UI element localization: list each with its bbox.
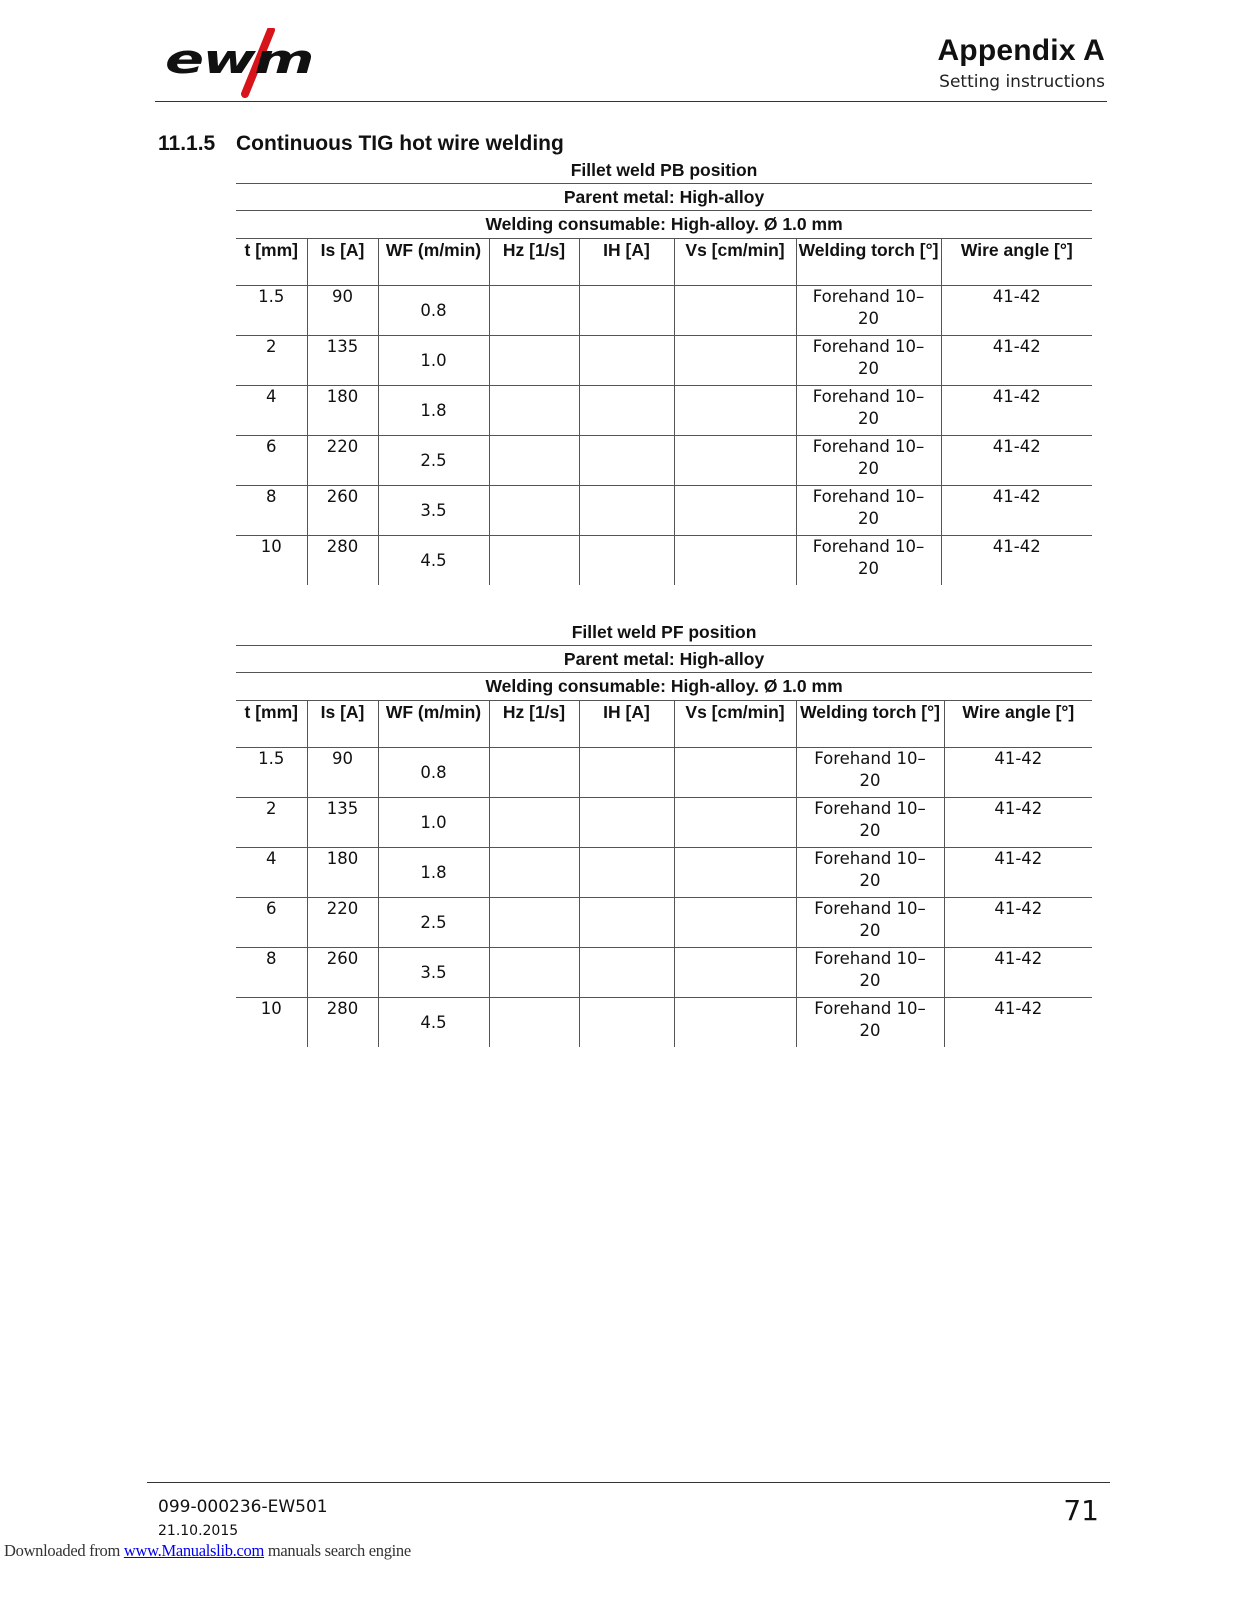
cell-hotwire-current [579, 848, 674, 898]
document-date: 21.10.2015 [158, 1523, 239, 1539]
cell-hotwire-current [579, 748, 674, 798]
cell-wire-feed: 1.0 [378, 336, 489, 386]
cell-hotwire-current [579, 386, 674, 436]
col-speed: Vs [cm/min] [674, 701, 796, 748]
table-row [236, 536, 1092, 586]
col-frequency: Hz [1/s] [489, 239, 579, 286]
cell-current: 220 [307, 898, 378, 948]
cell-wire-feed: 1.8 [378, 848, 489, 898]
settings-table-pb [236, 157, 1092, 585]
cell-frequency [489, 286, 579, 336]
cell-torch-angle: Forehand 10–20 [796, 998, 944, 1048]
cell-wire-angle: 41-42 [944, 848, 1092, 898]
cell-thickness: 2 [236, 336, 307, 386]
cell-wire-angle: 41-42 [941, 536, 1092, 586]
cell-wire-angle: 41-42 [944, 948, 1092, 998]
download-suffix: manuals search engine [264, 1541, 411, 1560]
cell-wire-angle: 41-42 [941, 286, 1092, 336]
table-caption-parent-metal: Parent metal: High-alloy [236, 646, 1092, 673]
col-torch-angle: Welding torch [°] [796, 239, 941, 286]
cell-thickness: 4 [236, 386, 307, 436]
cell-hotwire-current [579, 998, 674, 1048]
col-speed: Vs [cm/min] [674, 239, 796, 286]
cell-current: 280 [307, 536, 378, 586]
cell-torch-angle: Forehand 10–20 [796, 436, 941, 486]
manualslib-link[interactable]: www.Manualslib.com [123, 1541, 265, 1560]
cell-torch-angle: Forehand 10–20 [796, 386, 941, 436]
table-row [236, 948, 1092, 998]
cell-torch-angle: Forehand 10–20 [796, 748, 944, 798]
table-caption-consumable: Welding consumable: High-alloy. Ø 1.0 mm [485, 676, 843, 696]
cell-current: 135 [307, 336, 378, 386]
table-row [236, 798, 1092, 848]
cell-speed [674, 386, 796, 436]
col-wire-feed: WF (m/min) [378, 701, 489, 748]
cell-speed [674, 286, 796, 336]
cell-speed [674, 486, 796, 536]
cell-wire-feed: 3.5 [378, 948, 489, 998]
cell-thickness: 8 [236, 486, 307, 536]
cell-thickness: 4 [236, 848, 307, 898]
table-row [236, 286, 1092, 336]
cell-speed [674, 948, 796, 998]
cell-hotwire-current [579, 536, 674, 586]
cell-speed [674, 748, 796, 798]
cell-thickness: 10 [260, 537, 282, 556]
cell-hotwire-current [579, 948, 674, 998]
cell-frequency [489, 436, 579, 486]
ewm-logo [165, 28, 315, 98]
cell-current: 90 [307, 748, 378, 798]
table-row [236, 848, 1092, 898]
cell-thickness: 1.5 [236, 286, 307, 336]
appendix-subtitle: Setting instructions [939, 72, 1105, 92]
cell-frequency [489, 386, 579, 436]
cell-frequency [489, 948, 579, 998]
cell-hotwire-current [579, 436, 674, 486]
cell-current: 260 [307, 486, 378, 536]
table-caption-consumable: Welding consumable: High-alloy. Ø 1.0 mm [485, 214, 843, 234]
col-hotwire-current: IH [A] [579, 239, 674, 286]
cell-torch-angle: Forehand 10–20 [796, 848, 944, 898]
settings-table-pf [236, 619, 1092, 1047]
cell-current: 180 [307, 386, 378, 436]
cell-frequency [489, 798, 579, 848]
cell-hotwire-current [579, 798, 674, 848]
cell-wire-angle: 41-42 [944, 898, 1092, 948]
download-prefix: Downloaded from [4, 1541, 124, 1560]
table-row [236, 386, 1092, 436]
cell-speed [674, 536, 796, 586]
cell-current: 180 [307, 848, 378, 898]
col-thickness: t [mm] [236, 701, 307, 748]
table-row [236, 436, 1092, 486]
header-divider [155, 101, 1107, 102]
cell-frequency [489, 898, 579, 948]
footer-divider [147, 1482, 1110, 1483]
cell-hotwire-current [579, 486, 674, 536]
col-current: Is [A] [307, 701, 378, 748]
cell-wire-angle: 41-42 [944, 798, 1092, 848]
cell-torch-angle: Forehand 10–20 [796, 536, 941, 586]
col-hotwire-current: IH [A] [579, 701, 674, 748]
cell-hotwire-current [579, 898, 674, 948]
cell-wire-feed: 0.8 [378, 286, 489, 336]
table-caption-parent-metal: Parent metal: High-alloy [236, 184, 1092, 211]
cell-wire-feed: 2.5 [378, 898, 489, 948]
col-wire-feed: WF (m/min) [378, 239, 489, 286]
cell-frequency [489, 748, 579, 798]
cell-speed [674, 798, 796, 848]
cell-torch-angle: Forehand 10–20 [796, 336, 941, 386]
cell-thickness: 1.5 [236, 748, 307, 798]
cell-speed [674, 998, 796, 1048]
cell-wire-angle: 41-42 [944, 998, 1092, 1048]
cell-wire-feed: 3.5 [378, 486, 489, 536]
cell-current: 220 [307, 436, 378, 486]
cell-torch-angle: Forehand 10–20 [796, 286, 941, 336]
cell-frequency [489, 336, 579, 386]
cell-frequency [489, 486, 579, 536]
svg-text:ewm: ewm [165, 37, 313, 83]
cell-wire-angle: 41-42 [941, 486, 1092, 536]
page-number: 71 [1063, 1494, 1099, 1527]
col-wire-angle: Wire angle [°] [944, 701, 1092, 748]
cell-wire-feed: 4.5 [378, 536, 489, 586]
appendix-title: Appendix A [937, 34, 1105, 67]
cell-frequency [489, 998, 579, 1048]
col-current: Is [A] [307, 239, 378, 286]
cell-thickness: 8 [236, 948, 307, 998]
cell-wire-feed: 2.5 [378, 436, 489, 486]
cell-thickness: 6 [236, 436, 307, 486]
cell-thickness: 6 [236, 898, 307, 948]
cell-wire-feed: 0.8 [378, 748, 489, 798]
cell-current: 90 [307, 286, 378, 336]
col-torch-angle: Welding torch [°] [796, 701, 944, 748]
table-row [236, 748, 1092, 798]
table-row [236, 898, 1092, 948]
cell-speed [674, 898, 796, 948]
cell-wire-feed: 1.8 [378, 386, 489, 436]
table-header-row [236, 239, 1092, 286]
cell-thickness: 10 [260, 999, 282, 1018]
table-header-row [236, 701, 1092, 748]
table-row [236, 486, 1092, 536]
table-caption-position: Fillet weld PB position [236, 157, 1092, 184]
cell-current: 260 [307, 948, 378, 998]
cell-wire-angle: 41-42 [941, 436, 1092, 486]
cell-frequency [489, 848, 579, 898]
cell-wire-angle: 41-42 [941, 386, 1092, 436]
col-frequency: Hz [1/s] [489, 701, 579, 748]
section-title: Continuous TIG hot wire welding [236, 132, 564, 155]
cell-speed [674, 436, 796, 486]
table-caption-position: Fillet weld PF position [236, 619, 1092, 646]
col-thickness: t [mm] [236, 239, 307, 286]
cell-wire-feed: 1.0 [378, 798, 489, 848]
cell-speed [674, 848, 796, 898]
cell-torch-angle: Forehand 10–20 [796, 486, 941, 536]
cell-current: 280 [307, 998, 378, 1048]
section-heading [158, 132, 564, 156]
col-wire-angle: Wire angle [°] [941, 239, 1092, 286]
cell-current: 135 [307, 798, 378, 848]
cell-hotwire-current [579, 336, 674, 386]
table-row [236, 998, 1092, 1048]
download-notice [4, 1541, 411, 1561]
document-id: 099-000236-EW501 [158, 1497, 328, 1517]
cell-wire-angle: 41-42 [944, 748, 1092, 798]
cell-thickness: 2 [236, 798, 307, 848]
section-number: 11.1.5 [158, 132, 216, 155]
cell-wire-feed: 4.5 [378, 998, 489, 1048]
cell-torch-angle: Forehand 10–20 [796, 948, 944, 998]
cell-torch-angle: Forehand 10–20 [796, 798, 944, 848]
cell-hotwire-current [579, 286, 674, 336]
table-row [236, 336, 1092, 386]
cell-speed [674, 336, 796, 386]
cell-frequency [489, 536, 579, 586]
cell-torch-angle: Forehand 10–20 [796, 898, 944, 948]
cell-wire-angle: 41-42 [941, 336, 1092, 386]
